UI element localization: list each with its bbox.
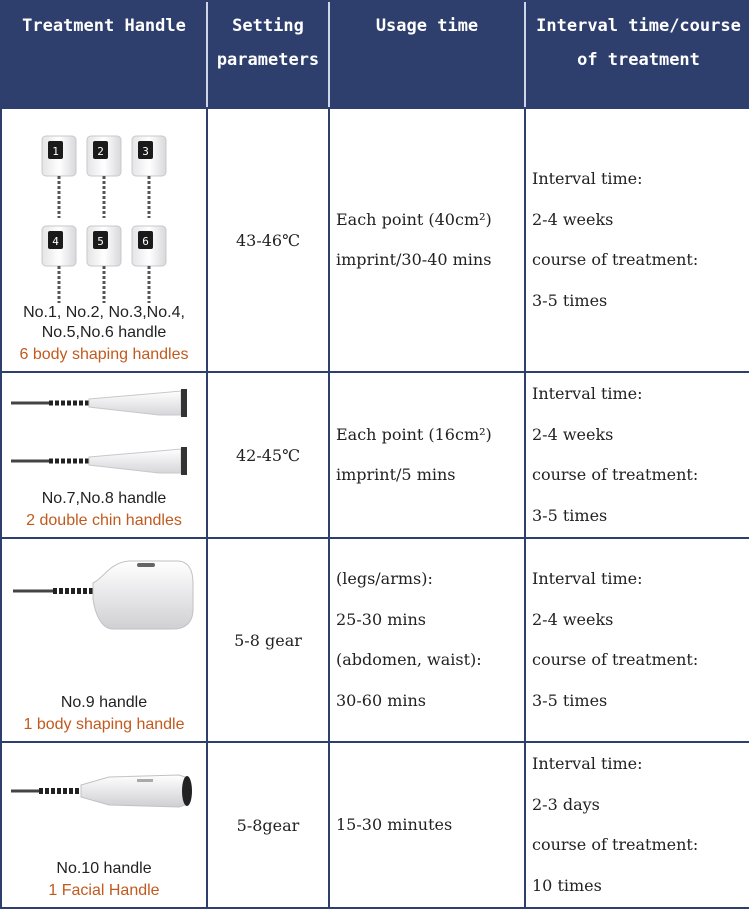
usage-time: 15-30 minutes xyxy=(330,741,526,907)
handle-unit xyxy=(11,389,187,417)
handle-unit xyxy=(42,226,76,303)
handle-cell xyxy=(2,371,208,537)
setting-parameter: 5-8gear xyxy=(208,741,330,907)
handle-name: No.10 handle xyxy=(56,860,152,877)
usage-time: Each point (40cm²) imprint/30-40 mins xyxy=(330,107,526,371)
usage-time: (legs/arms): 25-30 mins (abdomen, waist): 30-60 mins xyxy=(330,537,526,741)
header-interval-time: Interval time/course of treatment xyxy=(526,2,749,107)
six-handles-image xyxy=(14,128,194,303)
svg-text:3: 3 xyxy=(142,145,149,158)
setting-parameter: 43-46℃ xyxy=(208,107,330,371)
handle-unit xyxy=(42,136,76,218)
handle-unit xyxy=(132,226,166,303)
svg-text:2: 2 xyxy=(97,145,104,158)
handle-description: 1 Facial Handle xyxy=(48,882,160,899)
handle-unit xyxy=(87,136,121,218)
handle-unit xyxy=(87,226,121,303)
table-row xyxy=(2,371,749,537)
handle-name: No.1, No.2, No.3,No.4, No.5,No.6 handle xyxy=(23,304,185,341)
table-row xyxy=(2,107,749,371)
setting-parameter: 5-8 gear xyxy=(208,537,330,741)
header-setting-parameters: Setting parameters xyxy=(208,2,330,107)
usage-time: Each point (16cm²) imprint/5 mins xyxy=(330,371,526,537)
handle-description: 1 body shaping handle xyxy=(23,716,185,733)
handle-description: 2 double chin handles xyxy=(26,512,182,529)
interval-course: Interval time: 2-4 weeks course of treatment: 3-5 times xyxy=(526,537,749,741)
handle-unit xyxy=(132,136,166,218)
svg-text:5: 5 xyxy=(97,235,104,248)
svg-text:6: 6 xyxy=(142,235,149,248)
table-row xyxy=(2,741,749,907)
table-row xyxy=(2,537,749,741)
facial-handle-image xyxy=(9,755,199,859)
header-treatment-handle: Treatment Handle xyxy=(2,2,208,107)
interval-course: Interval time: 2-4 weeks course of treatment: 3-5 times xyxy=(526,371,749,537)
double-chin-handles-image xyxy=(9,381,199,489)
svg-text:4: 4 xyxy=(52,235,59,248)
handle-unit xyxy=(11,447,187,475)
setting-parameter: 42-45℃ xyxy=(208,371,330,537)
svg-text:1: 1 xyxy=(52,145,59,158)
handle-name: No.7,No.8 handle xyxy=(41,490,167,507)
interval-course: Interval time: 2-3 days course of treatment: 10 times xyxy=(526,741,749,907)
header-row xyxy=(2,2,749,107)
interval-course: Interval time: 2-4 weeks course of treatment: 3-5 times xyxy=(526,107,749,371)
handle-cell xyxy=(2,107,208,371)
header-usage-time: Usage time xyxy=(330,2,526,107)
handle-description: 6 body shaping handles xyxy=(19,346,189,363)
handle-name: No.9 handle xyxy=(60,694,148,711)
body-shaping-handle-image xyxy=(9,553,199,693)
handle-cell xyxy=(2,537,208,741)
handle-cell xyxy=(2,741,208,907)
